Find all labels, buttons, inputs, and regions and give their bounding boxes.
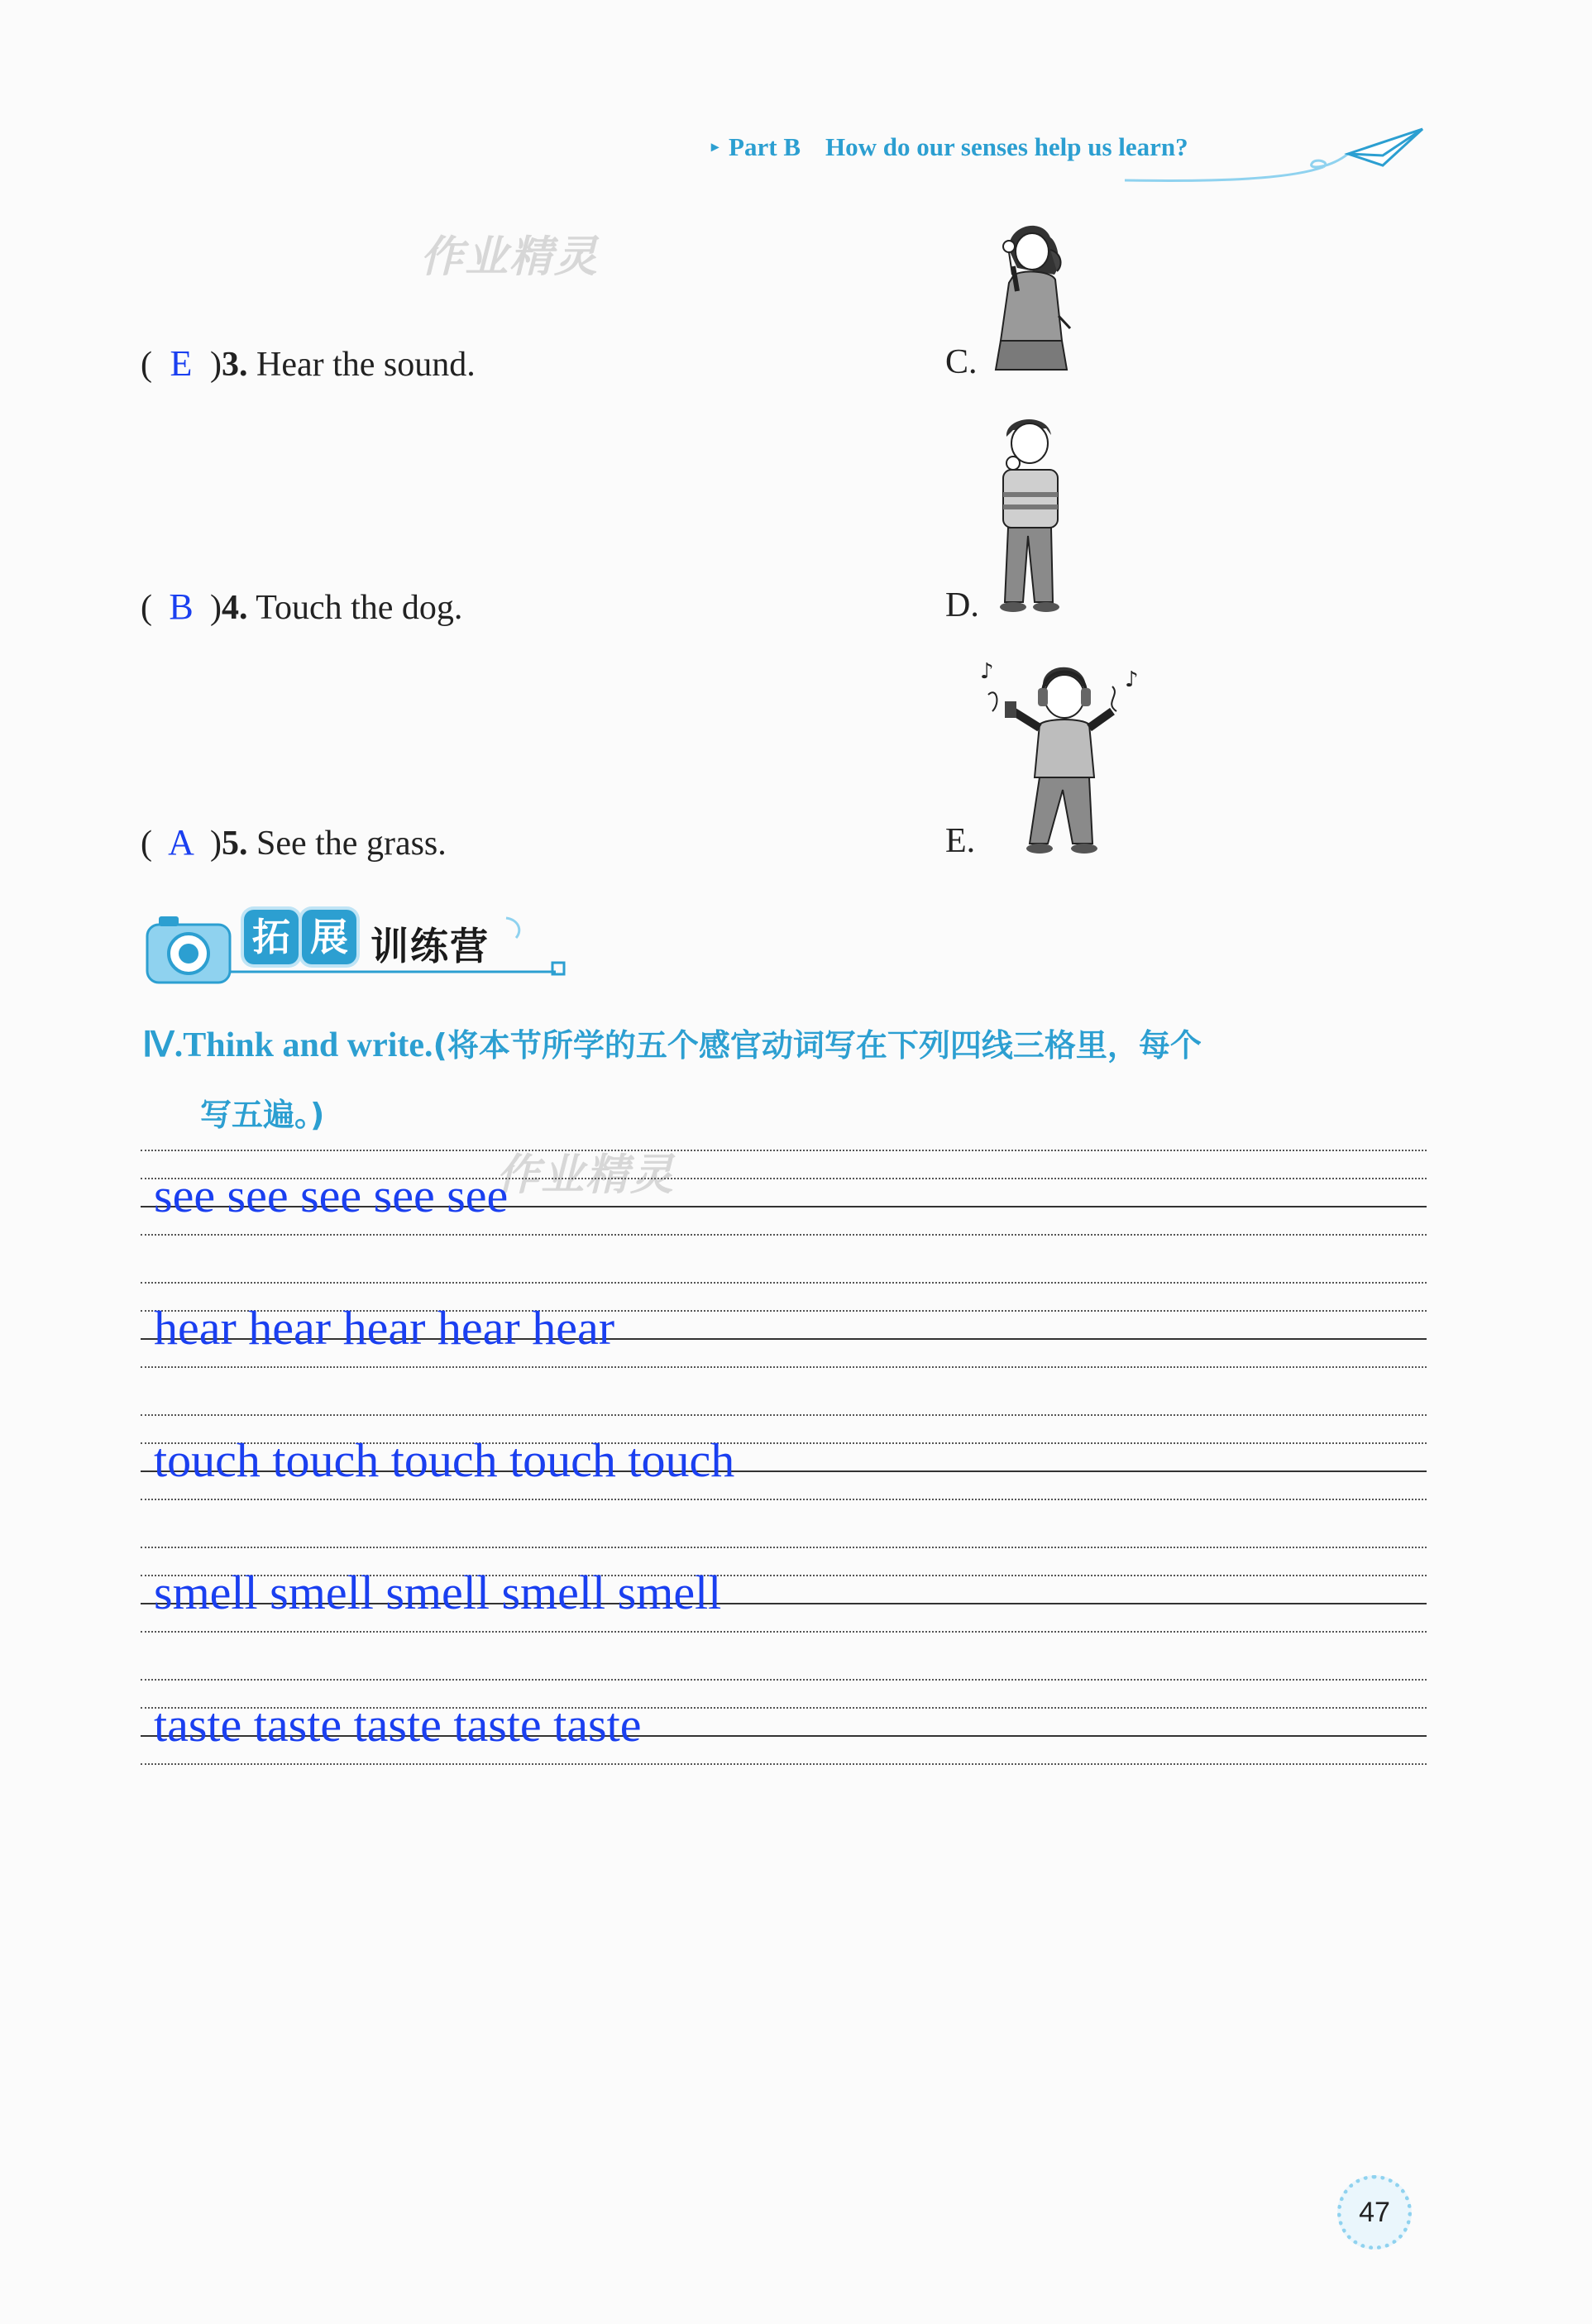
watermark: 作业精灵 xyxy=(420,232,600,282)
boy-eating-icecream-icon xyxy=(980,412,1079,619)
question-5: ( A )5. See the grass. xyxy=(141,822,447,863)
banner-tag-2: 展 xyxy=(302,910,356,964)
handwritten-answer: touch touch touch touch touch xyxy=(154,1433,735,1487)
question-3: ( E )3. Hear the sound. xyxy=(141,343,476,384)
writing-grid-row xyxy=(141,1679,1427,1770)
instruction xyxy=(142,1011,1441,1150)
section-title: 训练营 xyxy=(371,924,490,968)
handwritten-answer: smell smell smell smell smell xyxy=(154,1566,722,1619)
handwritten-answer: hear hear hear hear hear xyxy=(154,1301,615,1355)
answer-3: E xyxy=(170,343,193,384)
question-text: See the grass. xyxy=(256,825,447,863)
choice-e-label: E. xyxy=(945,822,976,860)
writing-grid-row xyxy=(141,1414,1427,1505)
question-4: ( B )4. Touch the dog. xyxy=(141,586,463,627)
question-text: Hear the sound. xyxy=(256,346,476,384)
page-header xyxy=(711,132,1188,162)
choice-c-label: C. xyxy=(945,343,978,381)
section-banner xyxy=(142,893,589,1001)
writing-grid-row xyxy=(141,1282,1427,1373)
paper-plane-icon xyxy=(1125,124,1439,190)
writing-grid-row xyxy=(141,1547,1427,1638)
girl-smelling-flower-icon xyxy=(984,217,1083,382)
answer-5: A xyxy=(168,822,194,863)
handwritten-answer: see see see see see xyxy=(154,1169,509,1222)
instruction-cn-1: (将本节所学的五个感官动词写在下列四线三格里，每个 xyxy=(433,1027,1202,1064)
banner-tag-1: 拓 xyxy=(244,910,299,964)
svg-text:♪: ♪ xyxy=(1125,667,1139,692)
header-part: Part B xyxy=(729,132,801,161)
instruction-cn-2: 写五遍。) xyxy=(200,1097,325,1133)
writing-grid-row xyxy=(141,1150,1427,1241)
page-number: 47 xyxy=(1337,2175,1412,2250)
section-number: Ⅳ. xyxy=(142,1026,184,1064)
question-text: Touch the dog. xyxy=(256,589,463,627)
handwritten-answer: taste taste taste taste taste xyxy=(154,1698,642,1752)
choice-d-label: D. xyxy=(945,586,979,624)
instruction-en: Think and write. xyxy=(183,1026,433,1064)
boy-listening-music-icon xyxy=(980,653,1162,860)
svg-text:♪: ♪ xyxy=(980,659,994,684)
answer-4: B xyxy=(169,586,194,627)
triangle-bullet-icon: ▸ xyxy=(711,138,720,155)
header-title: How do our senses help us learn? xyxy=(825,132,1188,161)
watermark: 作业精灵 xyxy=(496,1150,676,1200)
